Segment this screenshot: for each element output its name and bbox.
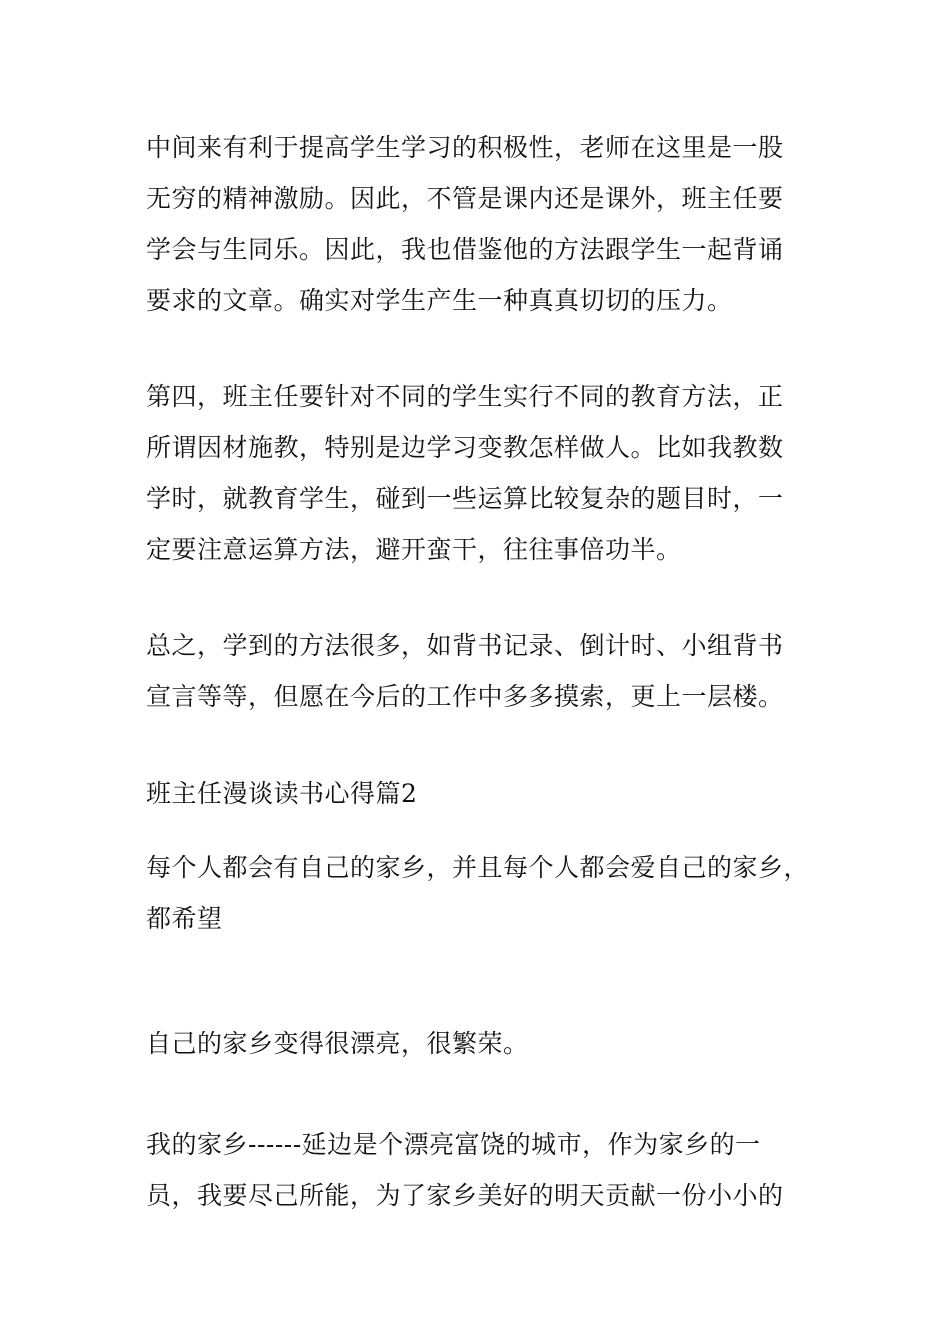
text-line: 所谓因材施教，特别是边学习变教怎样做人。比如我教数 <box>146 433 784 462</box>
text-line: 每个人都会有自己的家乡，并且每个人都会爱自己的家乡， <box>146 853 810 882</box>
text-line: 学时，就教育学生，碰到一些运算比较复杂的题目时，一 <box>146 484 784 513</box>
text-line: 宣言等等，但愿在今后的工作中多多摸索，更上一层楼。 <box>146 682 784 711</box>
text-line: 学会与生同乐。因此，我也借鉴他的方法跟学生一起背诵 <box>146 235 784 264</box>
text-line: 第四，班主任要针对不同的学生实行不同的教育方法，正 <box>146 382 784 411</box>
section-heading: 班主任漫谈读书心得篇2 <box>146 779 418 808</box>
text-line: 我的家乡------延边是个漂亮富饶的城市，作为家乡的一 <box>146 1130 761 1159</box>
text-line: 都希望 <box>146 904 223 933</box>
text-line: 自己的家乡变得很漂亮，很繁荣。 <box>146 1029 529 1058</box>
text-line: 定要注意运算方法，避开蛮干，往往事倍功半。 <box>146 535 682 564</box>
text-line: 无穷的精神激励。因此，不管是课内还是课外，班主任要 <box>146 184 784 213</box>
text-line: 要求的文章。确实对学生产生一种真真切切的压力。 <box>146 286 733 315</box>
text-line: 员，我要尽己所能，为了家乡美好的明天贡献一份小小的 <box>146 1181 784 1210</box>
text-line: 中间来有利于提高学生学习的积极性，老师在这里是一股 <box>146 133 784 162</box>
text-line: 总之，学到的方法很多，如背书记录、倒计时、小组背书 <box>146 631 784 660</box>
